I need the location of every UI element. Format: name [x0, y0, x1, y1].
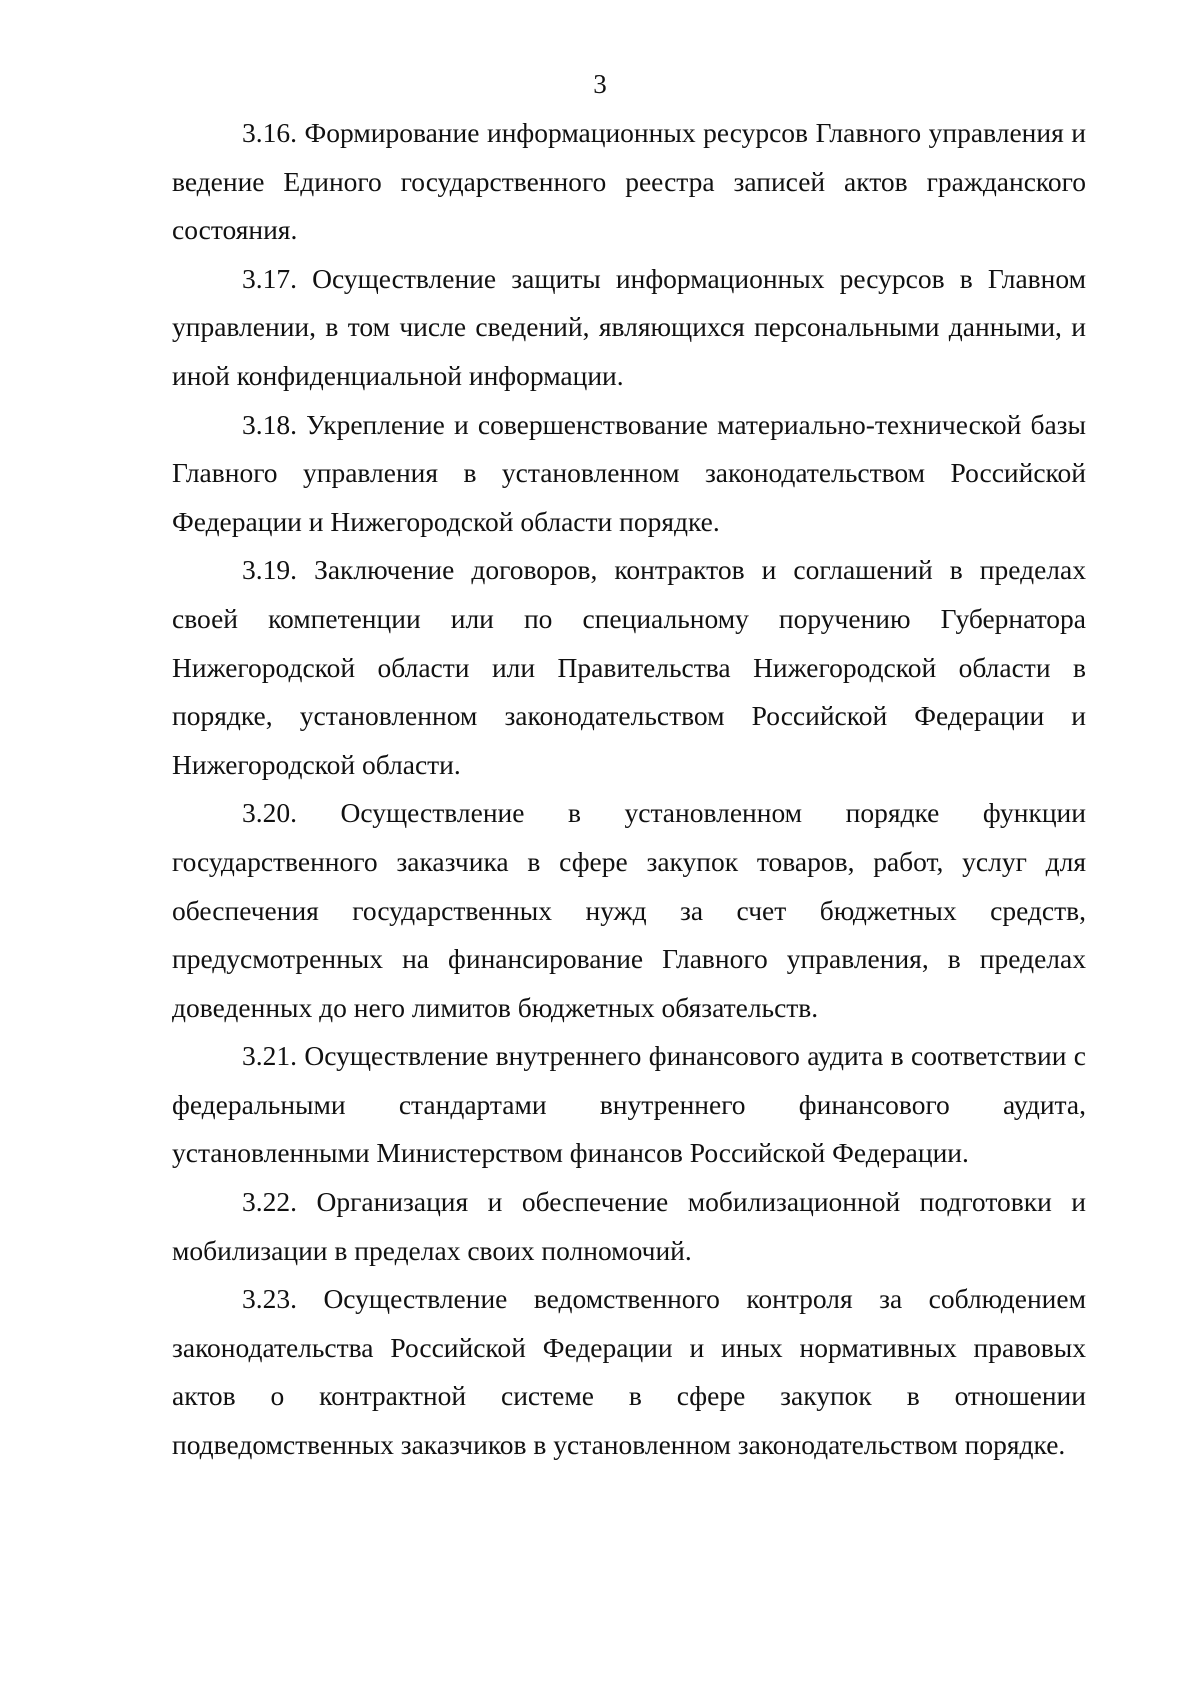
- paragraph-3-21: 3.21. Осуществление внутреннего финансового аудита в соответствии с федеральными стандартами внутреннего финансового аудита, установленными Министерством финансов Российской Федерации.: [172, 1040, 1086, 1169]
- document-body: [172, 109, 1086, 1470]
- paragraph-3-17: 3.17. Осуществление защиты информационных ресурсов в Главном управлении, в том числе сведений, являющихся персональными данными, и иной конфиденциальной информации.: [172, 262, 1086, 391]
- paragraph-3-22: 3.22. Организация и обеспечение мобилизационной подготовки и мобилизации в пределах своих полномочий.: [172, 1186, 1086, 1266]
- paragraph-3-23: 3.23. Осуществление ведомственного контроля за соблюдением законодательства Российской Федерации и иных нормативных правовых актов о контрактной системе в сфере закупок в отношении подведомственных заказчиков в установленном законодательством порядке.: [172, 1283, 1086, 1461]
- paragraph-3-18: 3.18. Укрепление и совершенствование материально-технической базы Главного управления в установленном законодательством Российской Федерации и Нижегородской области порядке.: [172, 408, 1086, 537]
- paragraph-3-16: 3.16. Формирование информационных ресурсов Главного управления и ведение Единого государственного реестра записей актов гражданского состояния.: [172, 117, 1086, 246]
- page-number: 3: [593, 69, 607, 99]
- paragraph-3-19: 3.19. Заключение договоров, контрактов и соглашений в пределах своей компетенции или по специальному поручению Губернатора Нижегородской области или Правительства Нижегородской области в порядке, установленном законодательством Российской Федерации и Нижегородской области.: [172, 554, 1086, 780]
- paragraph-3-20: 3.20. Осуществление в установленном порядке функции государственного заказчика в сфере закупок товаров, работ, услуг для обеспечения государственных нужд за счет бюджетных средств, предусмотренных на финансирование Главного управления, в пределах доведенных до него лимитов бюджетных обязательств.: [172, 797, 1086, 1023]
